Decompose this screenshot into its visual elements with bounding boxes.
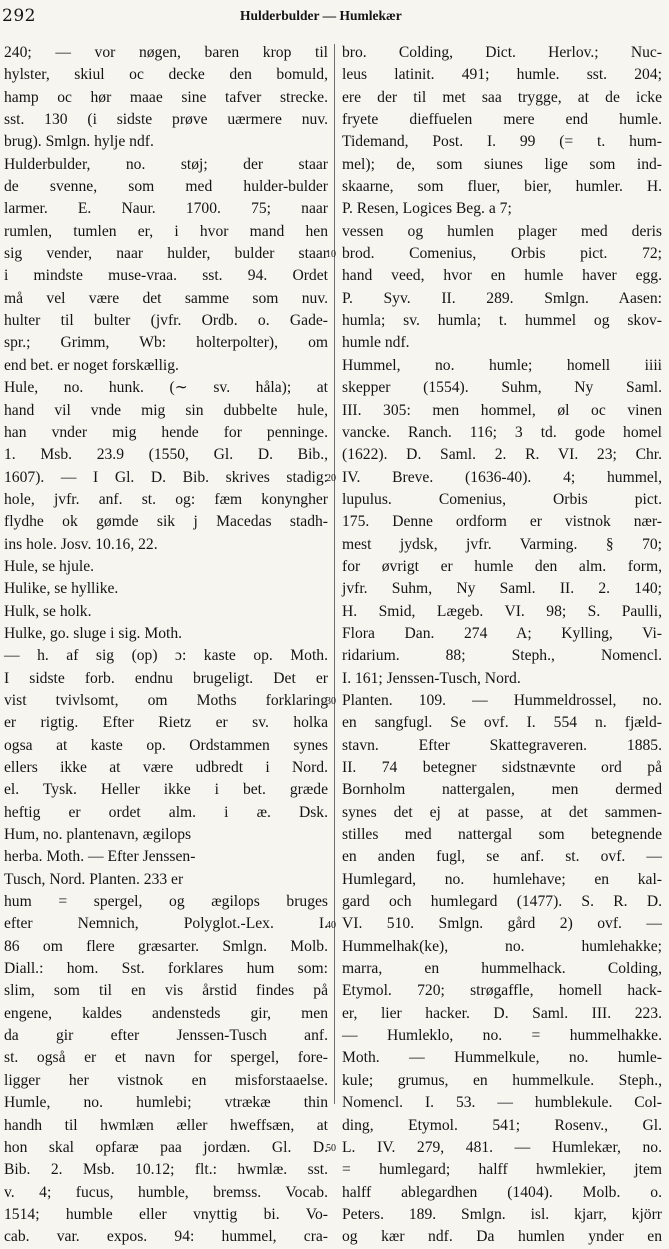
text-line: flydhe ok gømde sik j Macedas stadh- [4, 513, 328, 531]
text-line: 1. Msb. 23.9 (1550, Gl. D. Bib., [4, 446, 328, 464]
text-line: er, lier hacker. D. Saml. III. 223. [342, 1004, 662, 1022]
text-line: Humle, no. humlebi; vtrækæ thin [4, 1094, 328, 1112]
text-line: rumlen, tumlen er, i hvor mand hen [4, 222, 328, 240]
text-line: Hulk, se holk. [4, 602, 92, 620]
text-line: en sangfugl. Se ovf. I. 554 n. fjæld- [342, 714, 662, 732]
text-line: en anden fugl, se anf. st. ovf. — [342, 848, 662, 866]
text-line: spr.; Grimm, Wb: holterpolter), om [4, 334, 328, 352]
text-line: (1622). D. Saml. 2. R. VI. 23; Chr. [342, 446, 662, 464]
text-line: leus latinit. 491; humle. sst. 204; [342, 66, 662, 84]
text-line: hand veed, hvor en humle haver egg. [342, 267, 662, 285]
text-line: vist tvivlsomt, om Moths forklaring [4, 691, 328, 709]
text-line: Planten. 109. — Hummeldrossel, no. [342, 691, 662, 709]
text-line: vancke. Ranch. 116; 3 td. gode homel [342, 423, 662, 441]
text-line: ins hole. Josv. 10.16, 22. [4, 535, 158, 553]
text-line: Bib. 2. Msb. 10.12; flt.: hwmlæ. sst. [4, 1161, 328, 1179]
line-marker: 30 [326, 696, 336, 708]
text-line: 1514; humble eller vnyttig bi. Vo- [4, 1205, 328, 1223]
text-line: Hulderbulder, no. støj; der staar [4, 155, 328, 173]
text-line: slim, som til en vis årstid findes på [4, 982, 328, 1000]
text-line: mel); de, som siunes lige som ind- [342, 155, 662, 173]
text-line: skepper (1554). Suhm, Ny Saml. [342, 379, 662, 397]
text-line: Etymol. 720; strøgaffle, homell hack- [342, 982, 662, 1000]
text-line: = humlegard; halff hwmlekier, jtem [342, 1161, 662, 1179]
line-marker: 10 [326, 249, 336, 261]
text-line: VI. 510. Smlgn. gård 2) ovf. — [342, 915, 662, 933]
text-line: for øvrigt er humle den alm. form, [342, 557, 662, 575]
page-header [0, 2, 669, 32]
text-line: end bet. er noget forskællig. [4, 356, 179, 374]
text-line: v. 4; fucus, humble, bremss. Vocab. [4, 1183, 328, 1201]
text-line: ellers ikke at være udbredt i Nord. [4, 759, 328, 776]
text-line: hole, jvfr. anf. st. og: fæm konyngher [4, 490, 328, 508]
text-line: sig vender, naar hulder, bulder staar [4, 245, 328, 263]
text-line: stavn. Efter Skattegraveren. 1885. [342, 736, 662, 754]
text-line: Hum, no. plantenavn, ægilops [4, 826, 192, 844]
text-line: kule; grumus, en hummelkule. Steph., [342, 1071, 662, 1089]
line-marker: 20 [326, 472, 336, 484]
text-line: IV. Breve. (1636-40). 4; hummel, [342, 468, 662, 486]
right-column [342, 42, 662, 1246]
text-line: I sidste forb. endnu brugeligt. Det er [4, 669, 328, 687]
text-line: H. Smid, Lægeb. VI. 98; S. Paulli, [342, 602, 662, 620]
column-divider [334, 44, 335, 1104]
text-line: st. også er et navn for spergel, fore- [4, 1049, 328, 1067]
text-line: Humlegard, no. humlehave; en kal- [342, 870, 662, 888]
text-line: Hulke, go. sluge i sig. Moth. [4, 624, 183, 642]
text-line: P. Resen, Logices Beg. a 7; [342, 200, 512, 218]
line-marker: 40 [326, 919, 336, 931]
text-line: Nomencl. I. 53. — humblekule. Col- [342, 1094, 662, 1112]
text-line: ridarium. 88; Steph., Nomencl. [342, 647, 662, 665]
text-line: marra, en hummelhack. Colding, [342, 960, 662, 978]
text-line: cab. var. expos. 94: hummel, cra- [4, 1228, 328, 1246]
text-line: mest jydsk, jvfr. Varming. § 70; [342, 535, 662, 553]
line-marker: 50 [326, 1143, 336, 1155]
text-line: heftig er ordet alm. i æ. Dsk. [4, 803, 328, 821]
text-line: Hule, se hjule. [4, 557, 95, 575]
text-line: humle ndf. [342, 334, 410, 352]
text-line: hum = spergel, og ægilops bruges [4, 893, 328, 911]
text-line: vessen og humlen plager med deris [342, 222, 662, 240]
text-line: er rigtig. Efter Rietz er sv. holka [4, 714, 328, 732]
text-line: Hummel, no. humle; homell iiii [342, 356, 662, 374]
text-line: Moth. — Hummelkule, no. humle- [342, 1049, 662, 1067]
text-line: handh til hwmlæn æller hweffsæn, at [4, 1116, 328, 1134]
text-line: — h. af sig (op) ɔ: kaste op. Moth. [4, 647, 328, 665]
text-line: og kær ndf. Da humlen ynder en [342, 1228, 662, 1246]
text-line: hand vil vnde mig sin dubbelte hule, [4, 401, 328, 419]
text-line: synes det ej at passe, at det sammen- [342, 803, 662, 821]
text-line: Hummelhak(ke), no. humlehakke; [342, 937, 662, 955]
text-line: lupulus. Comenius, Orbis pict. [342, 490, 662, 508]
text-line: ligger her vistnok en misforstaaelse. [4, 1071, 328, 1089]
text-line: brod. Comenius, Orbis pict. 72; [342, 245, 662, 263]
text-line: da gir efter Jenssen-Tusch anf. [4, 1027, 328, 1045]
text-line: — Humleklo, no. = hummelhakke. [342, 1027, 662, 1045]
running-title: Hulderbulder — Humlekær [240, 8, 402, 23]
text-line: humla; sv. humla; t. hummel og skov- [342, 312, 662, 330]
text-line: halff ablegardhen (1404). Molb. o. [342, 1183, 662, 1201]
text-line: Tidemand, Post. I. 99 (= t. hum- [342, 133, 662, 151]
text-line: hon skal opfaræ paa jordæn. Gl. D. [4, 1138, 328, 1156]
text-line: jvfr. Suhm, Ny Saml. II. 2. 140; [342, 580, 662, 598]
text-line: hamp oc hør maae sine tafver strecke. [4, 88, 328, 106]
text-line: hylster, skiul oc decke den bomuld, [4, 66, 328, 84]
text-line: herba. Moth. — Efter Jenssen- [4, 848, 196, 866]
text-line: Peters. 189. Smlgn. isl. kjarr, kjörr [342, 1205, 662, 1223]
text-line: 240; — vor nøgen, baren krop til [4, 44, 328, 61]
text-line: fryete dieffuelen mere end humle. [342, 111, 662, 129]
text-line: Flora Dan. 274 A; Kylling, Vi- [342, 624, 662, 642]
text-line: engene, kaldes andensteds gir, men [4, 1004, 328, 1022]
text-line: ding, Etymol. 541; Rosenv., Gl. [342, 1116, 662, 1134]
text-line: 86 om flere græsarter. Smlgn. Molb. [4, 937, 328, 955]
text-line: de svenne, som med hulder-bulder [4, 178, 328, 196]
page-number: 292 [2, 6, 36, 26]
text-line: Hule, no. hunk. (∼ sv. håla); at [4, 379, 328, 397]
text-line: 175. Denne ordform er vistnok nær- [342, 513, 662, 531]
text-line: Tusch, Nord. Planten. 233 er [4, 870, 184, 888]
text-line: i mindste muse-vraa. sst. 94. Ordet [4, 267, 328, 285]
text-line: Diall.: hom. Sst. forklares hum som: [4, 960, 328, 978]
text-line: I. 161; Jenssen-Tusch, Nord. [342, 669, 521, 687]
text-line: Bornholm nattergalen, men dermed [342, 781, 662, 799]
text-line: skaarne, som fluer, bier, humler. H. [342, 178, 662, 196]
text-line: 1607). — I Gl. D. Bib. skrives stadig: [4, 468, 328, 486]
text-line: P. Syv. II. 289. Smlgn. Aasen: [342, 289, 662, 307]
text-line: brug). Smlgn. hylje ndf. [4, 133, 154, 151]
text-line: hulter til bulter (jvfr. Ordb. o. Gade- [4, 312, 328, 330]
left-column [4, 42, 328, 1246]
text-line: II. 74 betegner sidstnævnte ord på [342, 759, 662, 776]
text-line: Hulike, se hyllike. [4, 580, 119, 598]
text-line: gard och humlegard (1477). S. R. D. [342, 893, 662, 911]
text-line: stilles med nattergal som betegnende [342, 826, 662, 844]
text-line: må vel være det samme som nuv. [4, 289, 328, 307]
text-line: han vnder mig hende for penninge. [4, 423, 328, 441]
text-line: L. IV. 279, 481. — Humlekær, no. [342, 1138, 662, 1156]
text-line: ogsa at kaste op. Ordstammen synes [4, 736, 328, 754]
text-line: III. 305: men hommel, øl oc vinen [342, 401, 662, 419]
text-line: el. Tysk. Heller ikke i bet. græde [4, 781, 328, 799]
text-line: ere der til met saa trygge, at de icke [342, 88, 662, 106]
text-line: efter Nemnich, Polyglot.-Lex. I. [4, 915, 328, 933]
text-line: bro. Colding, Dict. Herlov.; Nuc- [342, 44, 662, 61]
text-line: larmer. E. Naur. 1700. 75; naar [4, 200, 328, 218]
text-line: sst. 130 (i sidste prøve uærmere nuv. [4, 111, 328, 129]
